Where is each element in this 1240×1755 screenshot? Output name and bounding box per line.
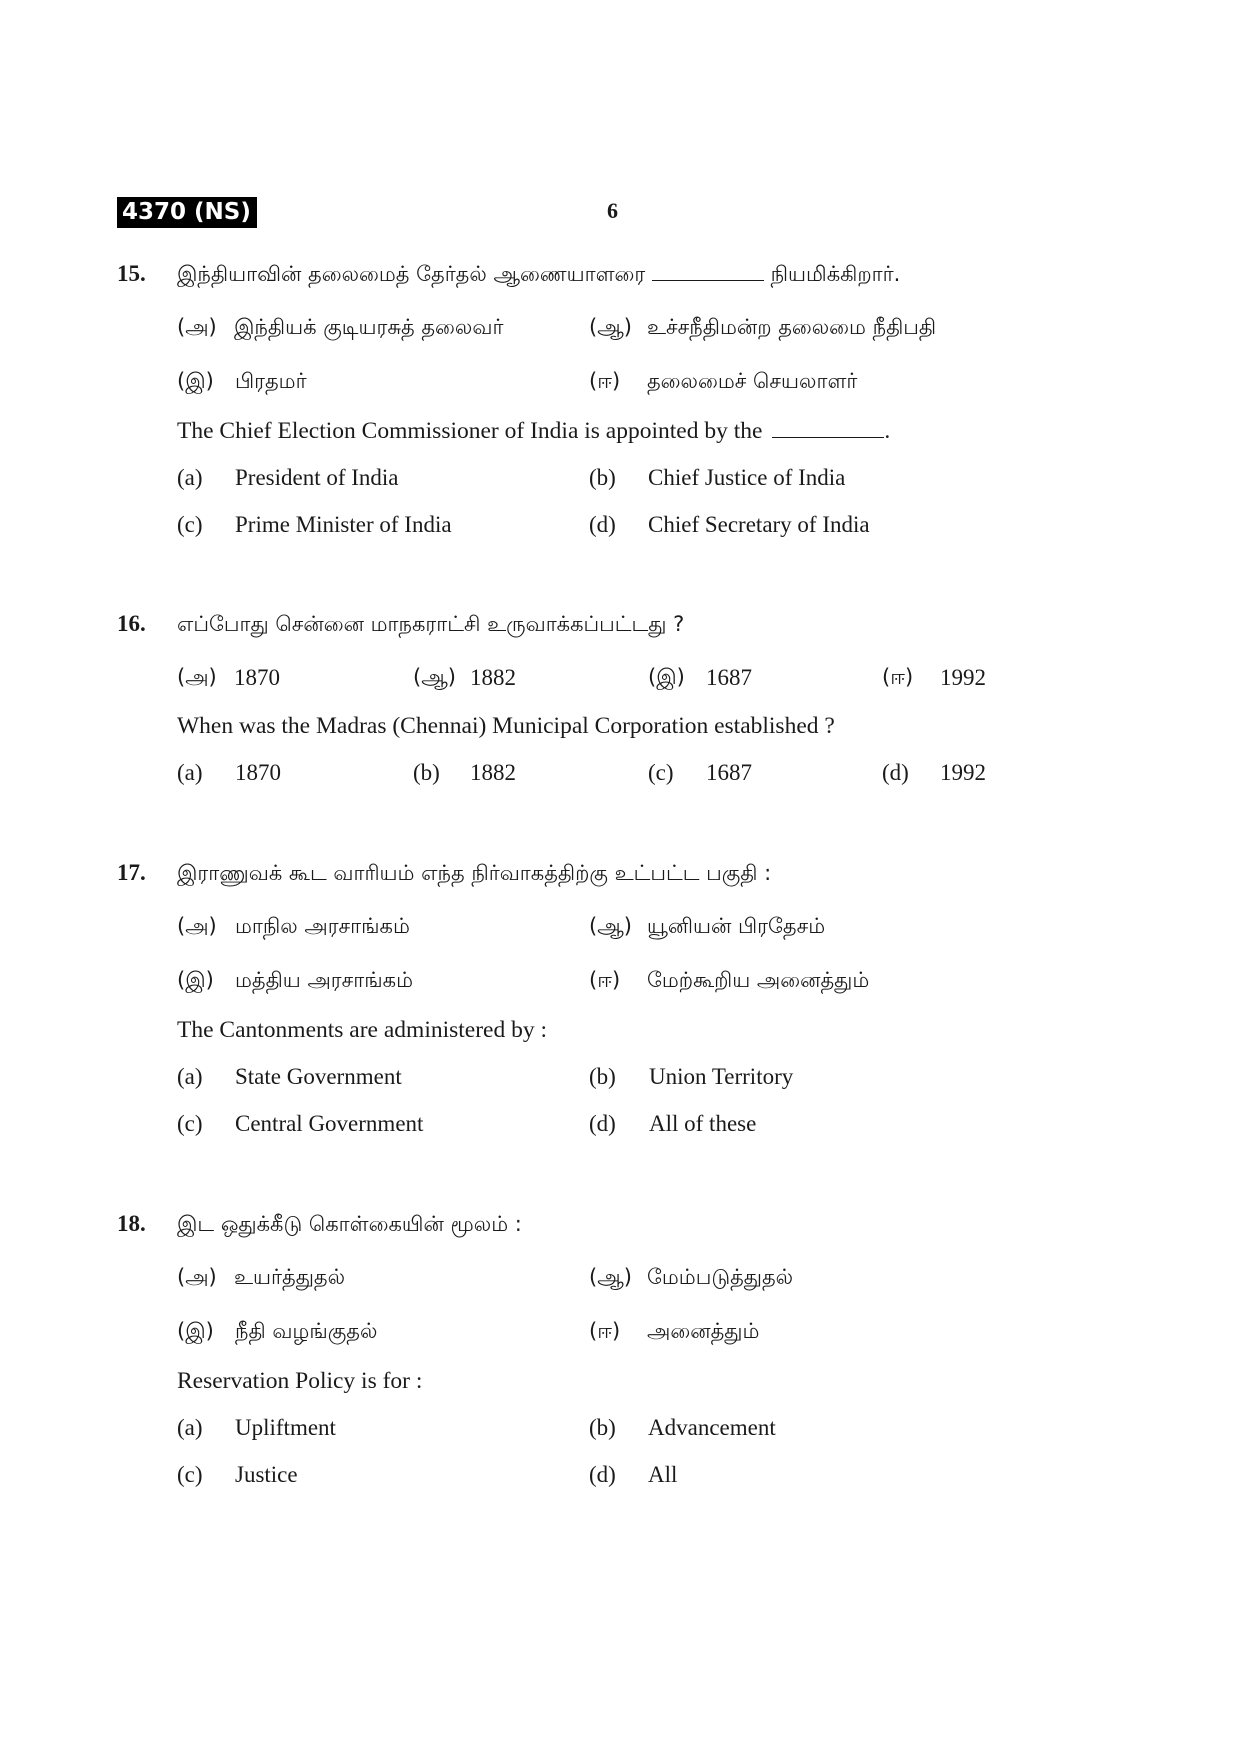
answer-blank [772,436,884,438]
option-english-c: (c) Prime Minister of India [177,512,452,537]
option-english-d: (d) All [589,1462,678,1487]
option-tamil-a: (அ) இந்தியக் குடியரசுத் தலைவர் [177,315,504,339]
question-text-tamil: இந்தியாவின் தலைமைத் தேர்தல் ஆணையாளரை நியமிக்கிறார். [177,262,901,286]
option-tamil-d: (ஈ) தலைமைச் செயலாளர் [589,369,858,393]
option-english-b: (b) Union Territory [589,1064,794,1089]
option-english-a: (a) Upliftment [177,1415,336,1440]
option-tamil-b: (ஆ) உச்சநீதிமன்ற தலைமை நீதிபதி [589,315,937,339]
option-english-d: (d) 1992 [882,760,986,785]
option-english-a: (a) President of India [177,465,399,490]
paper-code-badge: 4370 (NS) [117,197,257,228]
option-english-b: (b) Advancement [589,1415,776,1440]
option-tamil-b: (ஆ) யூனியன் பிரதேசம் [589,914,826,938]
question-text-english: When was the Madras (Chennai) Municipal Corporation established ? [177,713,835,739]
option-english-d: (d) Chief Secretary of India [589,512,870,537]
answer-blank [652,279,764,281]
question-text-english: Reservation Policy is for : [177,1368,423,1394]
option-tamil-a: (அ) மாநில அரசாங்கம் [177,914,410,938]
option-english-a: (a) State Government [177,1064,402,1089]
option-tamil-c: (இ) 1687 [648,665,752,690]
question-number: 15. [117,261,146,286]
question-number: 17. [117,860,146,885]
question-number: 18. [117,1211,146,1236]
page-number: 6 [607,198,618,223]
option-tamil-c: (இ) மத்திய அரசாங்கம் [177,968,413,992]
option-english-a: (a) 1870 [177,760,281,785]
option-tamil-a: (அ) உயர்த்துதல் [177,1265,346,1289]
question-text-english: The Cantonments are administered by : [177,1017,548,1043]
option-tamil-b: (ஆ) 1882 [413,665,516,690]
option-tamil-d: (ஈ) மேற்கூறிய அனைத்தும் [589,968,870,992]
option-tamil-c: (இ) பிரதமர் [177,369,307,393]
option-english-b: (b) 1882 [413,760,516,785]
option-tamil-b: (ஆ) மேம்படுத்துதல் [589,1265,794,1289]
option-tamil-d: (ஈ) அனைத்தும் [589,1319,760,1343]
option-english-b: (b) Chief Justice of India [589,465,846,490]
question-text-english: The Chief Election Commissioner of India is appointed by the . [177,418,891,444]
option-english-c: (c) 1687 [648,760,752,785]
option-tamil-c: (இ) நீதி வழங்குதல் [177,1319,378,1343]
question-number: 16. [117,611,146,636]
option-tamil-d: (ஈ) 1992 [882,665,986,690]
option-english-c: (c) Central Government [177,1111,424,1136]
option-english-c: (c) Justice [177,1462,298,1487]
question-text-tamil: இராணுவக் கூட வாரியம் எந்த நிர்வாகத்திற்கு உட்பட்ட பகுதி : [177,861,772,885]
question-text-tamil: இட ஒதுக்கீடு கொள்கையின் மூலம் : [177,1212,522,1236]
option-english-d: (d) All of these [589,1111,757,1136]
option-tamil-a: (அ) 1870 [177,665,280,690]
question-text-tamil: எப்போது சென்னை மாநகராட்சி உருவாக்கப்பட்டது ? [177,612,685,636]
